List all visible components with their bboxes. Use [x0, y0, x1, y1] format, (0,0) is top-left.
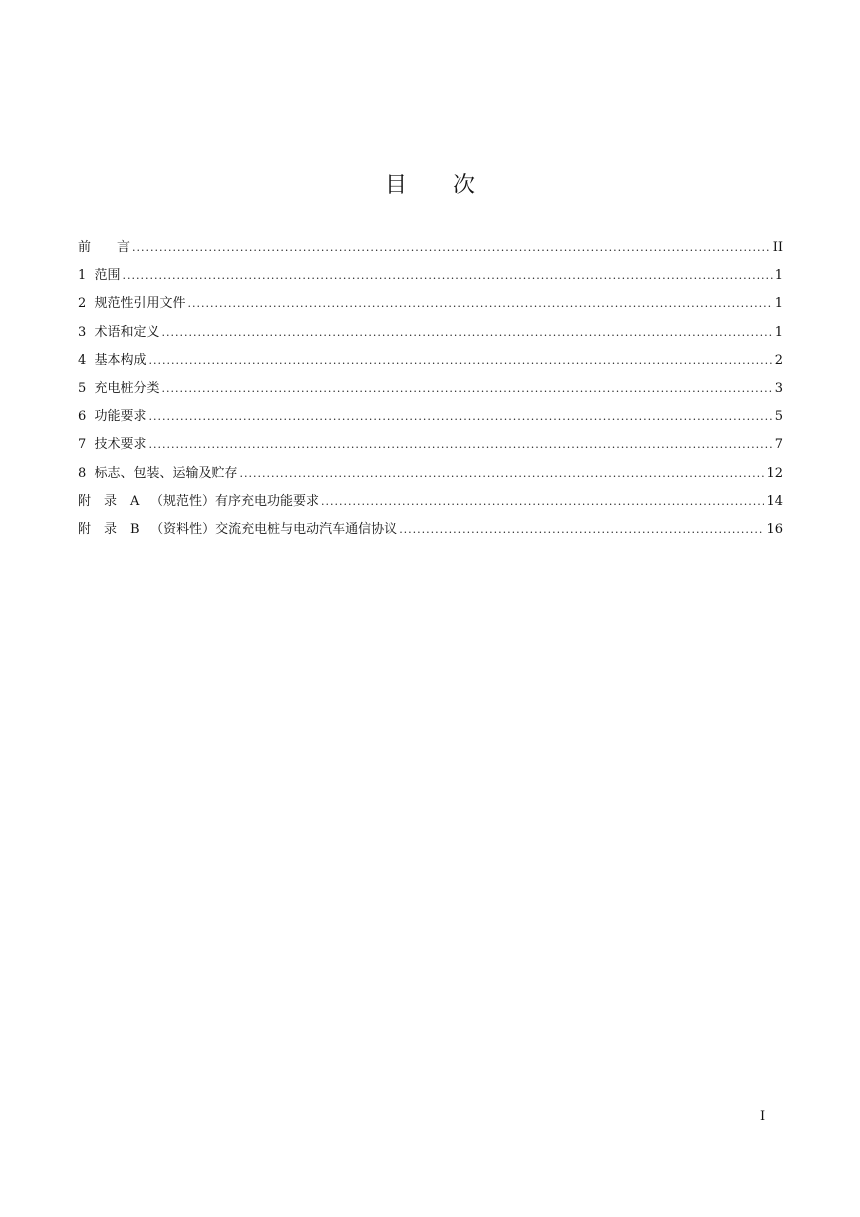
- toc-entry-scope[interactable]: [78, 266, 783, 294]
- toc-entry-marking-packaging[interactable]: [78, 464, 783, 492]
- toc-entry-page: 7: [774, 437, 783, 453]
- toc-entry-page: 16: [766, 521, 783, 537]
- toc-entry-technical-requirements[interactable]: [78, 435, 783, 463]
- dot-leader: [162, 323, 773, 343]
- toc-entry-label: 8 标志、包装、运输及贮存: [78, 465, 238, 481]
- dot-leader: [188, 294, 773, 314]
- table-of-contents: [78, 238, 783, 548]
- toc-entry-page: 1: [774, 268, 783, 284]
- title-char-1: 目: [384, 173, 407, 198]
- toc-entry-appendix-a[interactable]: [78, 492, 783, 520]
- dot-leader: [149, 407, 773, 427]
- dot-leader: [162, 379, 773, 399]
- toc-entry-label: 3 术语和定义: [78, 324, 160, 340]
- toc-entry-page: II: [772, 240, 783, 255]
- toc-entry-normative-references[interactable]: [78, 294, 783, 322]
- page-title: [0, 168, 860, 199]
- toc-entry-page: 2: [774, 352, 783, 368]
- page-number: I: [760, 1109, 766, 1124]
- toc-entry-label: 6 功能要求: [78, 409, 147, 425]
- toc-entry-terms-definitions[interactable]: [78, 323, 783, 351]
- toc-entry-label: 前 言: [78, 240, 131, 255]
- dot-leader: [240, 464, 765, 484]
- toc-entry-page: 3: [774, 380, 783, 396]
- toc-entry-page: 12: [766, 465, 783, 481]
- dot-leader: [399, 520, 764, 540]
- dot-leader: [321, 492, 764, 512]
- toc-entry-page: 5: [774, 409, 783, 425]
- toc-entry-label: 附 录 B （资料性）交流充电桩与电动汽车通信协议: [78, 521, 398, 537]
- toc-entry-label: 4 基本构成: [78, 352, 147, 368]
- dot-leader: [132, 238, 771, 258]
- toc-entry-label: 2 规范性引用文件: [78, 296, 186, 312]
- title-char-2: 次: [453, 173, 476, 198]
- toc-entry-label: 7 技术要求: [78, 437, 147, 453]
- toc-entry-label: 1 范围: [78, 268, 121, 284]
- toc-entry-basic-composition[interactable]: [78, 351, 783, 379]
- toc-entry-label: 附 录 A （规范性）有序充电功能要求: [78, 493, 320, 509]
- toc-entry-page: 14: [766, 493, 783, 509]
- dot-leader: [123, 266, 773, 286]
- toc-entry-page: 1: [774, 324, 783, 340]
- toc-entry-page: 1: [774, 296, 783, 312]
- dot-leader: [149, 351, 773, 371]
- toc-entry-functional-requirements[interactable]: [78, 407, 783, 435]
- toc-entry-appendix-b[interactable]: [78, 520, 783, 548]
- dot-leader: [149, 435, 773, 455]
- toc-entry-foreword[interactable]: [78, 238, 783, 266]
- toc-entry-label: 5 充电桩分类: [78, 380, 160, 396]
- toc-entry-classification[interactable]: [78, 379, 783, 407]
